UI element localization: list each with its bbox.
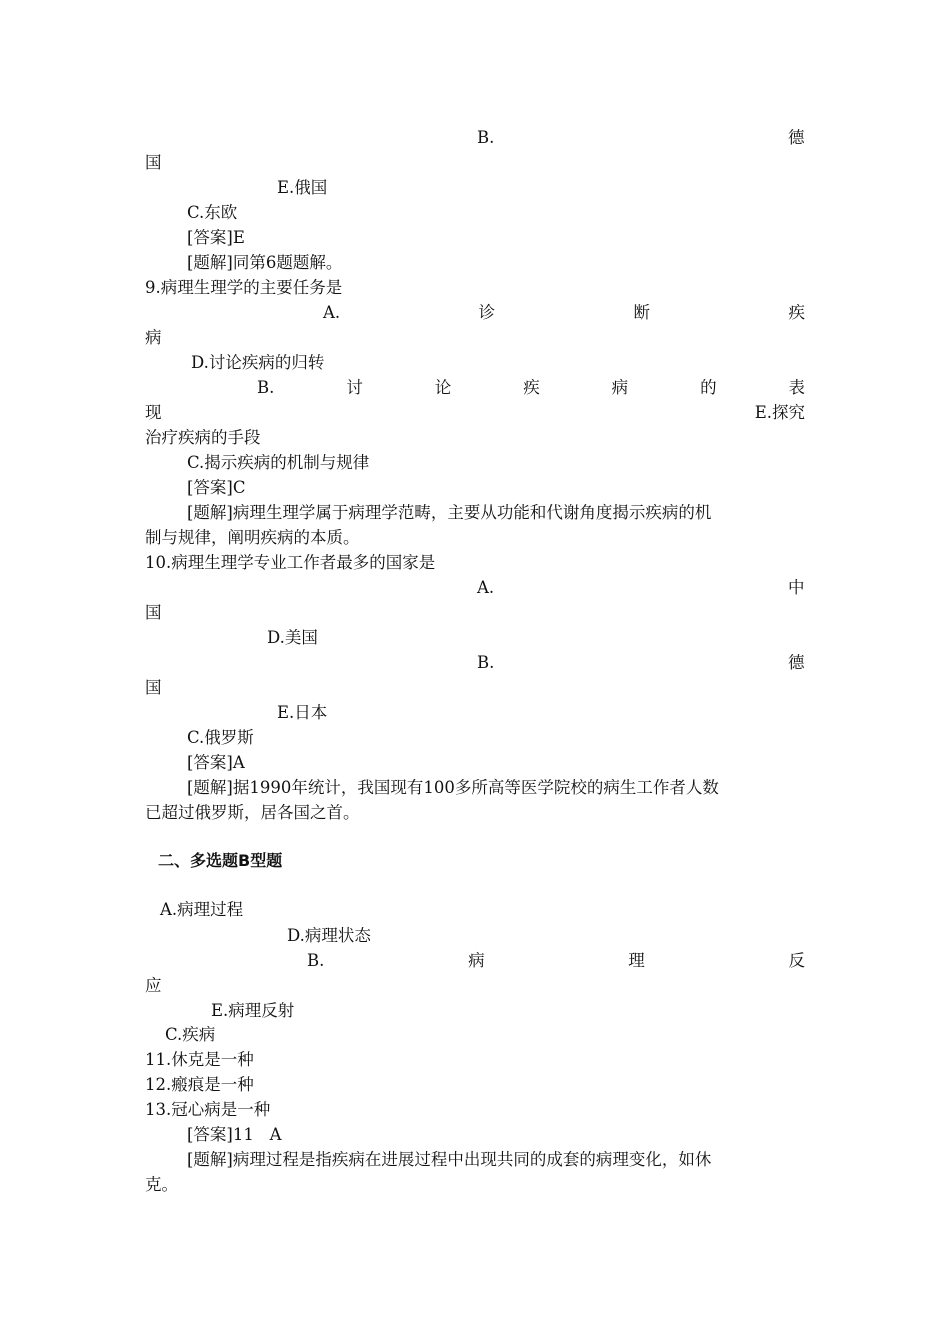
answer-line: [答案]C [187, 478, 246, 497]
option-b-char: 的 [700, 378, 717, 397]
option-a: A.病理过程 [160, 900, 244, 919]
option-b-char: 病 [611, 378, 629, 397]
option-a-text: 中 [788, 578, 805, 597]
text-char: 现 [145, 403, 162, 422]
option-b-char: 讨 [346, 378, 363, 397]
option-a-char: 诊 [478, 303, 496, 322]
option-e: E.病理反射 [211, 1001, 295, 1020]
option-d: D.讨论疾病的归转 [191, 353, 325, 372]
question-11: 11.休克是一种 [145, 1050, 254, 1069]
text-line: 应 [145, 976, 162, 995]
option-e: E.日本 [277, 703, 328, 722]
option-b-char: 疾 [523, 378, 540, 397]
option-c: C.东欧 [187, 203, 238, 222]
explanation-line: [题解]同第6题题解。 [187, 253, 343, 272]
explanation-line: [题解]病理生理学属于病理学范畴，主要从功能和代谢角度揭示疾病的机 [187, 503, 712, 522]
section-heading: 二、多选题B型题 [158, 851, 283, 870]
option-b-char: 表 [788, 378, 805, 397]
answer-line: [答案]11 A [187, 1125, 282, 1144]
option-b-char: 理 [628, 951, 645, 970]
option-b-label: B. [307, 951, 325, 970]
option-b-text: 德 [788, 653, 805, 672]
option-b-char: 论 [434, 378, 452, 397]
explanation-line: 已超过俄罗斯，居各国之首。 [145, 803, 360, 822]
option-b-label: B. [477, 653, 495, 672]
question-13: 13.冠心病是一种 [145, 1100, 271, 1119]
option-a-char: 断 [633, 303, 651, 322]
answer-line: [答案]E [187, 228, 245, 247]
option-a-row [323, 300, 805, 325]
option-c: C.揭示疾病的机制与规律 [187, 453, 370, 472]
text-line: 治疗疾病的手段 [145, 428, 261, 447]
option-b-label: B. [477, 128, 495, 147]
text-line: 国 [145, 678, 162, 697]
answer-line: [答案]A [187, 753, 245, 772]
explanation-line: 克。 [145, 1175, 178, 1194]
option-e: E.探究 [754, 403, 805, 422]
option-a-char: 疾 [788, 303, 805, 322]
option-d: D.病理状态 [287, 926, 371, 945]
explanation-line: [题解]病理过程是指疾病在进展过程中出现共同的成套的病理变化，如休 [187, 1150, 712, 1169]
explanation-line: 制与规律，阐明疾病的本质。 [145, 528, 360, 547]
option-b-char: 反 [788, 951, 805, 970]
text-line: 国 [145, 603, 162, 622]
question-9: 9.病理生理学的主要任务是 [145, 278, 343, 297]
text-row [145, 400, 805, 425]
question-10: 10.病理生理学专业工作者最多的国家是 [145, 553, 436, 572]
option-b-char: 病 [468, 951, 485, 970]
option-a-label: A. [477, 578, 495, 597]
option-b-row [307, 948, 805, 973]
option-a-label: A. [323, 303, 341, 322]
option-b-text: 德 [788, 128, 805, 147]
option-c: C.疾病 [165, 1025, 216, 1044]
question-12: 12.瘢痕是一种 [145, 1075, 254, 1094]
option-c: C.俄罗斯 [187, 728, 254, 747]
option-d: D.美国 [267, 628, 318, 647]
option-e: E.俄国 [277, 178, 328, 197]
explanation-line: [题解]据1990年统计，我国现有100多所高等医学院校的病生工作者人数 [187, 778, 719, 797]
text-line: 病 [145, 328, 162, 347]
text-line: 国 [145, 153, 162, 172]
option-b-label: B. [257, 378, 275, 397]
option-b-row [257, 375, 805, 400]
